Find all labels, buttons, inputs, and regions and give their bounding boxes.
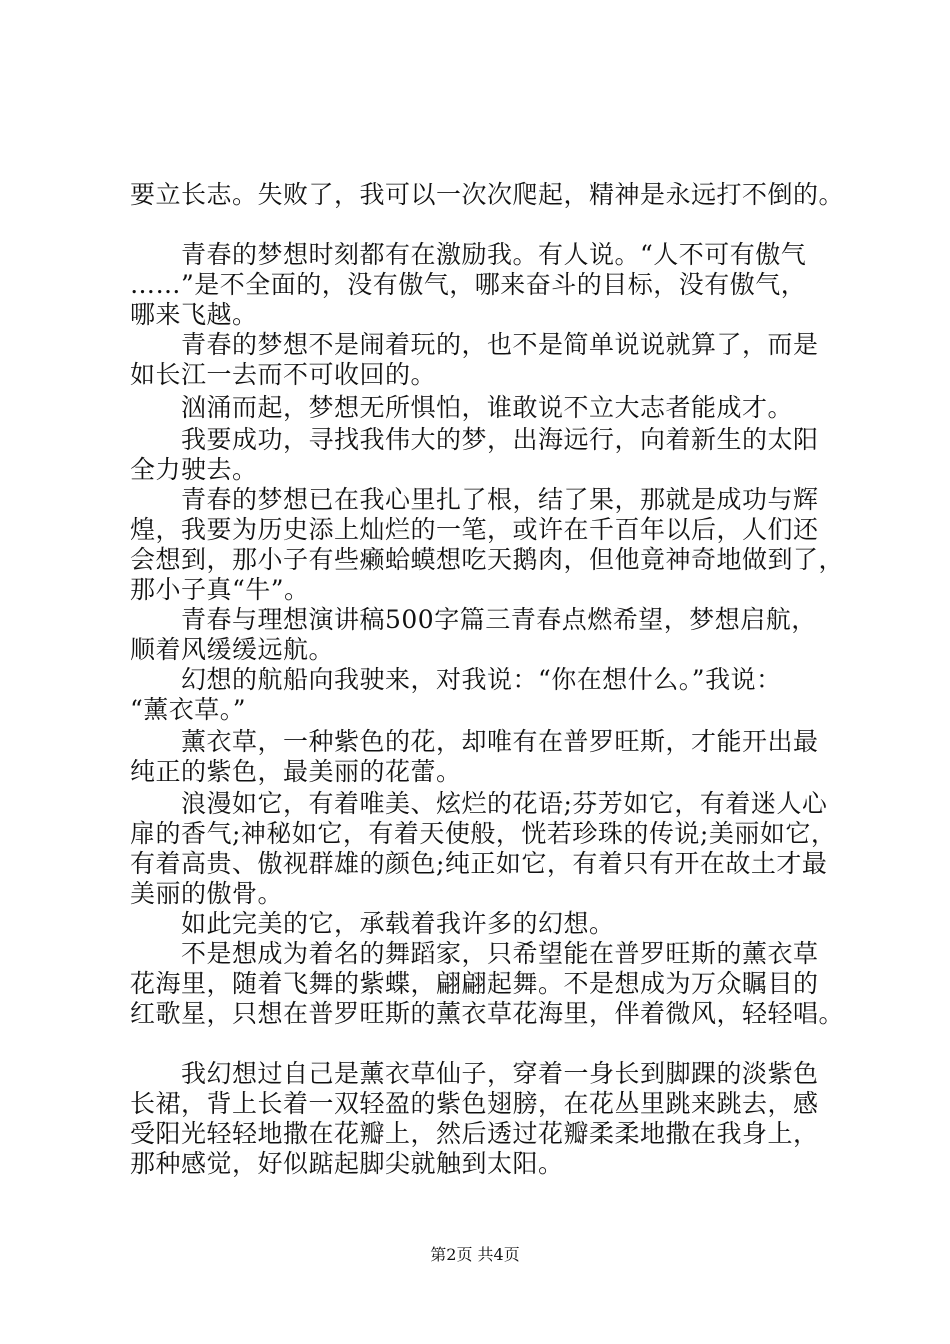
- text-line: 花海里，随着飞舞的紫蝶，翩翩起舞。不是想成为万众瞩目的: [130, 969, 819, 998]
- text-line: 我要成功，寻找我伟大的梦，出海远行，向着新生的太阳: [130, 425, 819, 454]
- text-line: 美丽的傲骨。: [130, 879, 284, 908]
- text-line: 有着高贵、傲视群雄的颜色;纯正如它，有着只有开在故土才最: [130, 849, 828, 878]
- text-line: 纯正的紫色，最美丽的花蕾。: [130, 757, 462, 786]
- text-line: 青春的梦想不是闹着玩的，也不是简单说说就算了，而是: [130, 330, 819, 359]
- text-line: 青春与理想演讲稿500字篇三青春点燃希望，梦想启航，: [130, 605, 817, 634]
- text-line: 薰衣草，一种紫色的花，却唯有在普罗旺斯，才能开出最: [130, 727, 819, 756]
- text-line: 那种感觉，好似踮起脚尖就触到太阳。: [130, 1149, 564, 1178]
- text-line: 如此完美的它，承载着我许多的幻想。: [130, 909, 615, 938]
- text-line: 青春的梦想已在我心里扎了根，结了果，那就是成功与辉: [130, 485, 819, 514]
- text-line: 红歌星，只想在普罗旺斯的薰衣草花海里，伴着微风，轻轻唱。: [130, 999, 845, 1028]
- text-line: 浪漫如它，有着唯美、炫烂的花语;芬芳如它，有着迷人心: [130, 789, 828, 818]
- text-line: 哪来飞越。: [130, 300, 258, 329]
- text-line: 幻想的航船向我驶来，对我说：“你在想什么。”我说：: [130, 665, 782, 694]
- text-line: “薰衣草。”: [130, 695, 247, 724]
- text-line: 不是想成为着名的舞蹈家，只希望能在普罗旺斯的薰衣草: [130, 939, 819, 968]
- text-line: 那小子真“牛”。: [130, 575, 310, 604]
- text-line: 会想到，那小子有些癞蛤蟆想吃天鹅肉，但他竟神奇地做到了，: [130, 545, 845, 574]
- text-line: 我幻想过自己是薰衣草仙子，穿着一身长到脚踝的淡紫色: [130, 1059, 819, 1088]
- text-line: 要立长志。失败了，我可以一次次爬起，精神是永远打不倒的。: [130, 180, 845, 209]
- text-line: 煌，我要为历史添上灿烂的一笔，或许在千百年以后，人们还: [130, 515, 819, 544]
- text-line: 青春的梦想时刻都有在激励我。有人说。“人不可有傲气: [130, 240, 807, 269]
- text-line: 全力驶去。: [130, 455, 258, 484]
- text-line: ……”是不全面的，没有傲气，哪来奋斗的目标，没有傲气，: [130, 270, 807, 299]
- page-footer: 第2页 共4页: [430, 1245, 520, 1264]
- text-line: 长裙，背上长着一双轻盈的紫色翅膀，在花丛里跳来跳去，感: [130, 1089, 819, 1118]
- text-line: 如长江一去而不可收回的。: [130, 360, 437, 389]
- text-line: 汹涌而起，梦想无所惧怕，谁敢说不立大志者能成才。: [130, 393, 794, 422]
- text-line: 受阳光轻轻地撒在花瓣上，然后透过花瓣柔柔地撒在我身上，: [130, 1119, 819, 1148]
- text-line: 顺着风缓缓远航。: [130, 635, 335, 664]
- text-line: 扉的香气;神秘如它，有着天使般，恍若珍珠的传说;美丽如它，: [130, 819, 837, 848]
